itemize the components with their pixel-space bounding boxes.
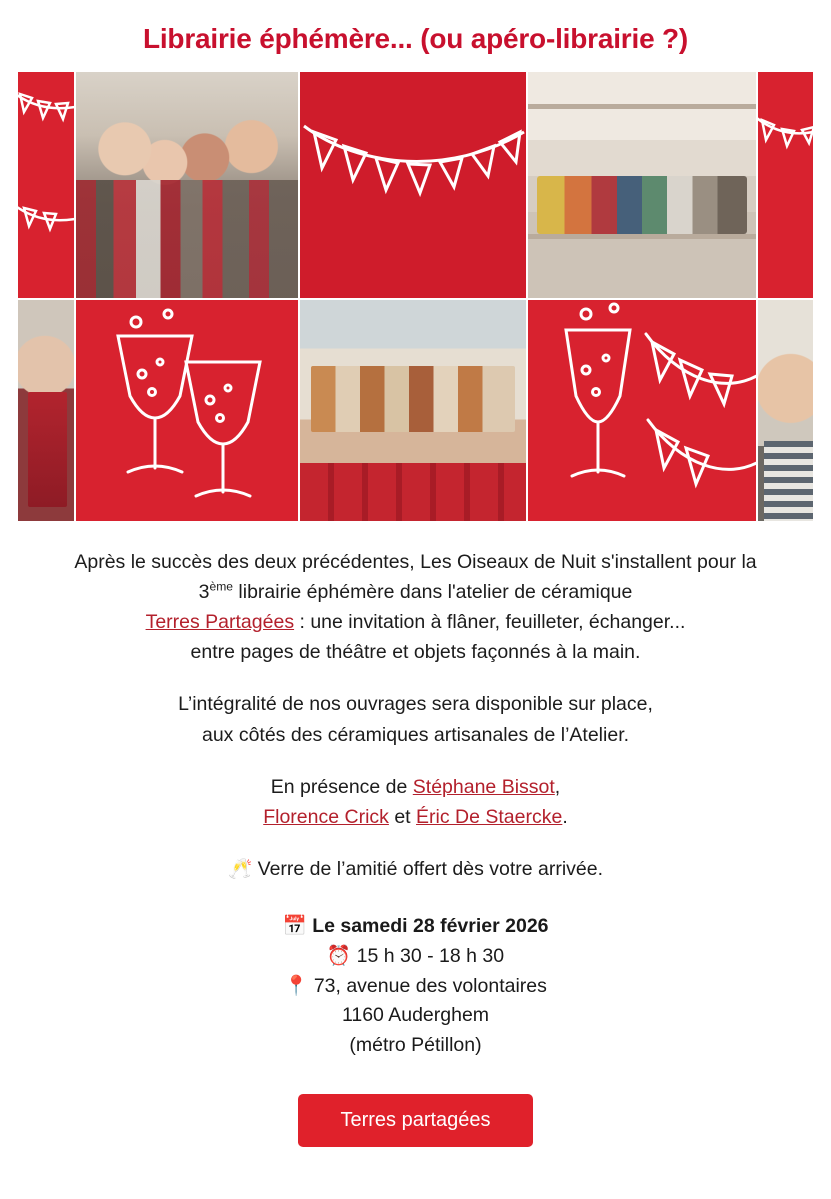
intro-line-3: : une invitation à flâner, feuilleter, échanger... [294, 611, 686, 634]
paragraph-drink [18, 854, 813, 884]
event-city: 1160 Auderghem [341, 1004, 490, 1027]
calendar-icon: 📅 [282, 913, 307, 937]
map-pin-icon: 📍 [284, 974, 309, 998]
guests-comma: , [554, 775, 561, 798]
ordinal-number: 3 [198, 580, 210, 603]
event-time: 15 h 30 - 18 h 30 [356, 944, 505, 967]
intro-line-4: entre pages de théâtre et objets façonnés à la main. [190, 641, 641, 664]
guests-prefix: En présence de [270, 775, 413, 798]
bunting-panel-center [300, 72, 526, 298]
bunting-panel-right [758, 72, 813, 298]
cta-container [18, 1060, 813, 1177]
event-address-line [18, 971, 813, 1001]
bunting-panel-left [18, 72, 74, 298]
bunting-icon [758, 72, 813, 298]
books-line-2: aux côtés des céramiques artisanales de l’Atelier. [201, 723, 630, 746]
champagne-glass-bunting-panel [528, 300, 756, 521]
books-line-1: L’intégralité de nos ouvrages sera disponible sur place, [178, 693, 653, 716]
event-time-line [18, 941, 813, 971]
guests-period: . [562, 806, 568, 829]
ordinal-suffix: ème [209, 579, 233, 594]
paragraph-books [18, 689, 813, 749]
bunting-icon [18, 72, 74, 298]
event-metro: (métro Pétillon) [349, 1033, 482, 1056]
paragraph-guests [18, 772, 813, 832]
intro-line-1: Après le succès des deux précédentes, Les Oiseaux de Nuit s'installent pour la [74, 550, 757, 573]
link-terres-partagees[interactable]: Terres Partagées [145, 611, 295, 634]
alarm-clock-icon: ⏰ [326, 943, 352, 967]
intro-line-2: librairie éphémère dans l'atelier de céramique [233, 580, 633, 603]
champagne-glasses-panel [76, 300, 298, 521]
photo-atelier-interior [300, 300, 526, 521]
image-collage [18, 72, 813, 521]
drink-text: Verre de l’amitié offert dès votre arrivée. [257, 858, 604, 881]
link-stephane-bissot[interactable]: Stéphane Bissot [412, 775, 555, 798]
bunting-icon [300, 72, 526, 298]
body-copy [18, 521, 813, 885]
guests-and: et [388, 806, 417, 829]
event-details [18, 905, 813, 1060]
clinking-glasses-icon: 🥂 [227, 857, 253, 881]
terres-partagees-button[interactable]: Terres partagées [298, 1094, 532, 1147]
page-title: Librairie éphémère... (ou apéro-librairie ?) [142, 23, 689, 54]
paragraph-intro [18, 547, 813, 668]
event-date-line [18, 911, 813, 941]
champagne-glass-bunting-icon [528, 300, 756, 521]
link-florence-crick[interactable]: Florence Crick [263, 806, 389, 829]
photo-group-authors [76, 72, 298, 298]
event-address: 73, avenue des volontaires [313, 975, 547, 998]
photo-ceramic-shelf [528, 72, 756, 298]
photo-smiling-man [758, 300, 813, 521]
photo-reader-with-book [18, 300, 74, 521]
link-eric-de-staercke[interactable]: Éric De Staercke [416, 806, 563, 829]
champagne-glasses-icon [76, 300, 298, 521]
event-date: Le samedi 28 février 2026 [312, 914, 549, 937]
